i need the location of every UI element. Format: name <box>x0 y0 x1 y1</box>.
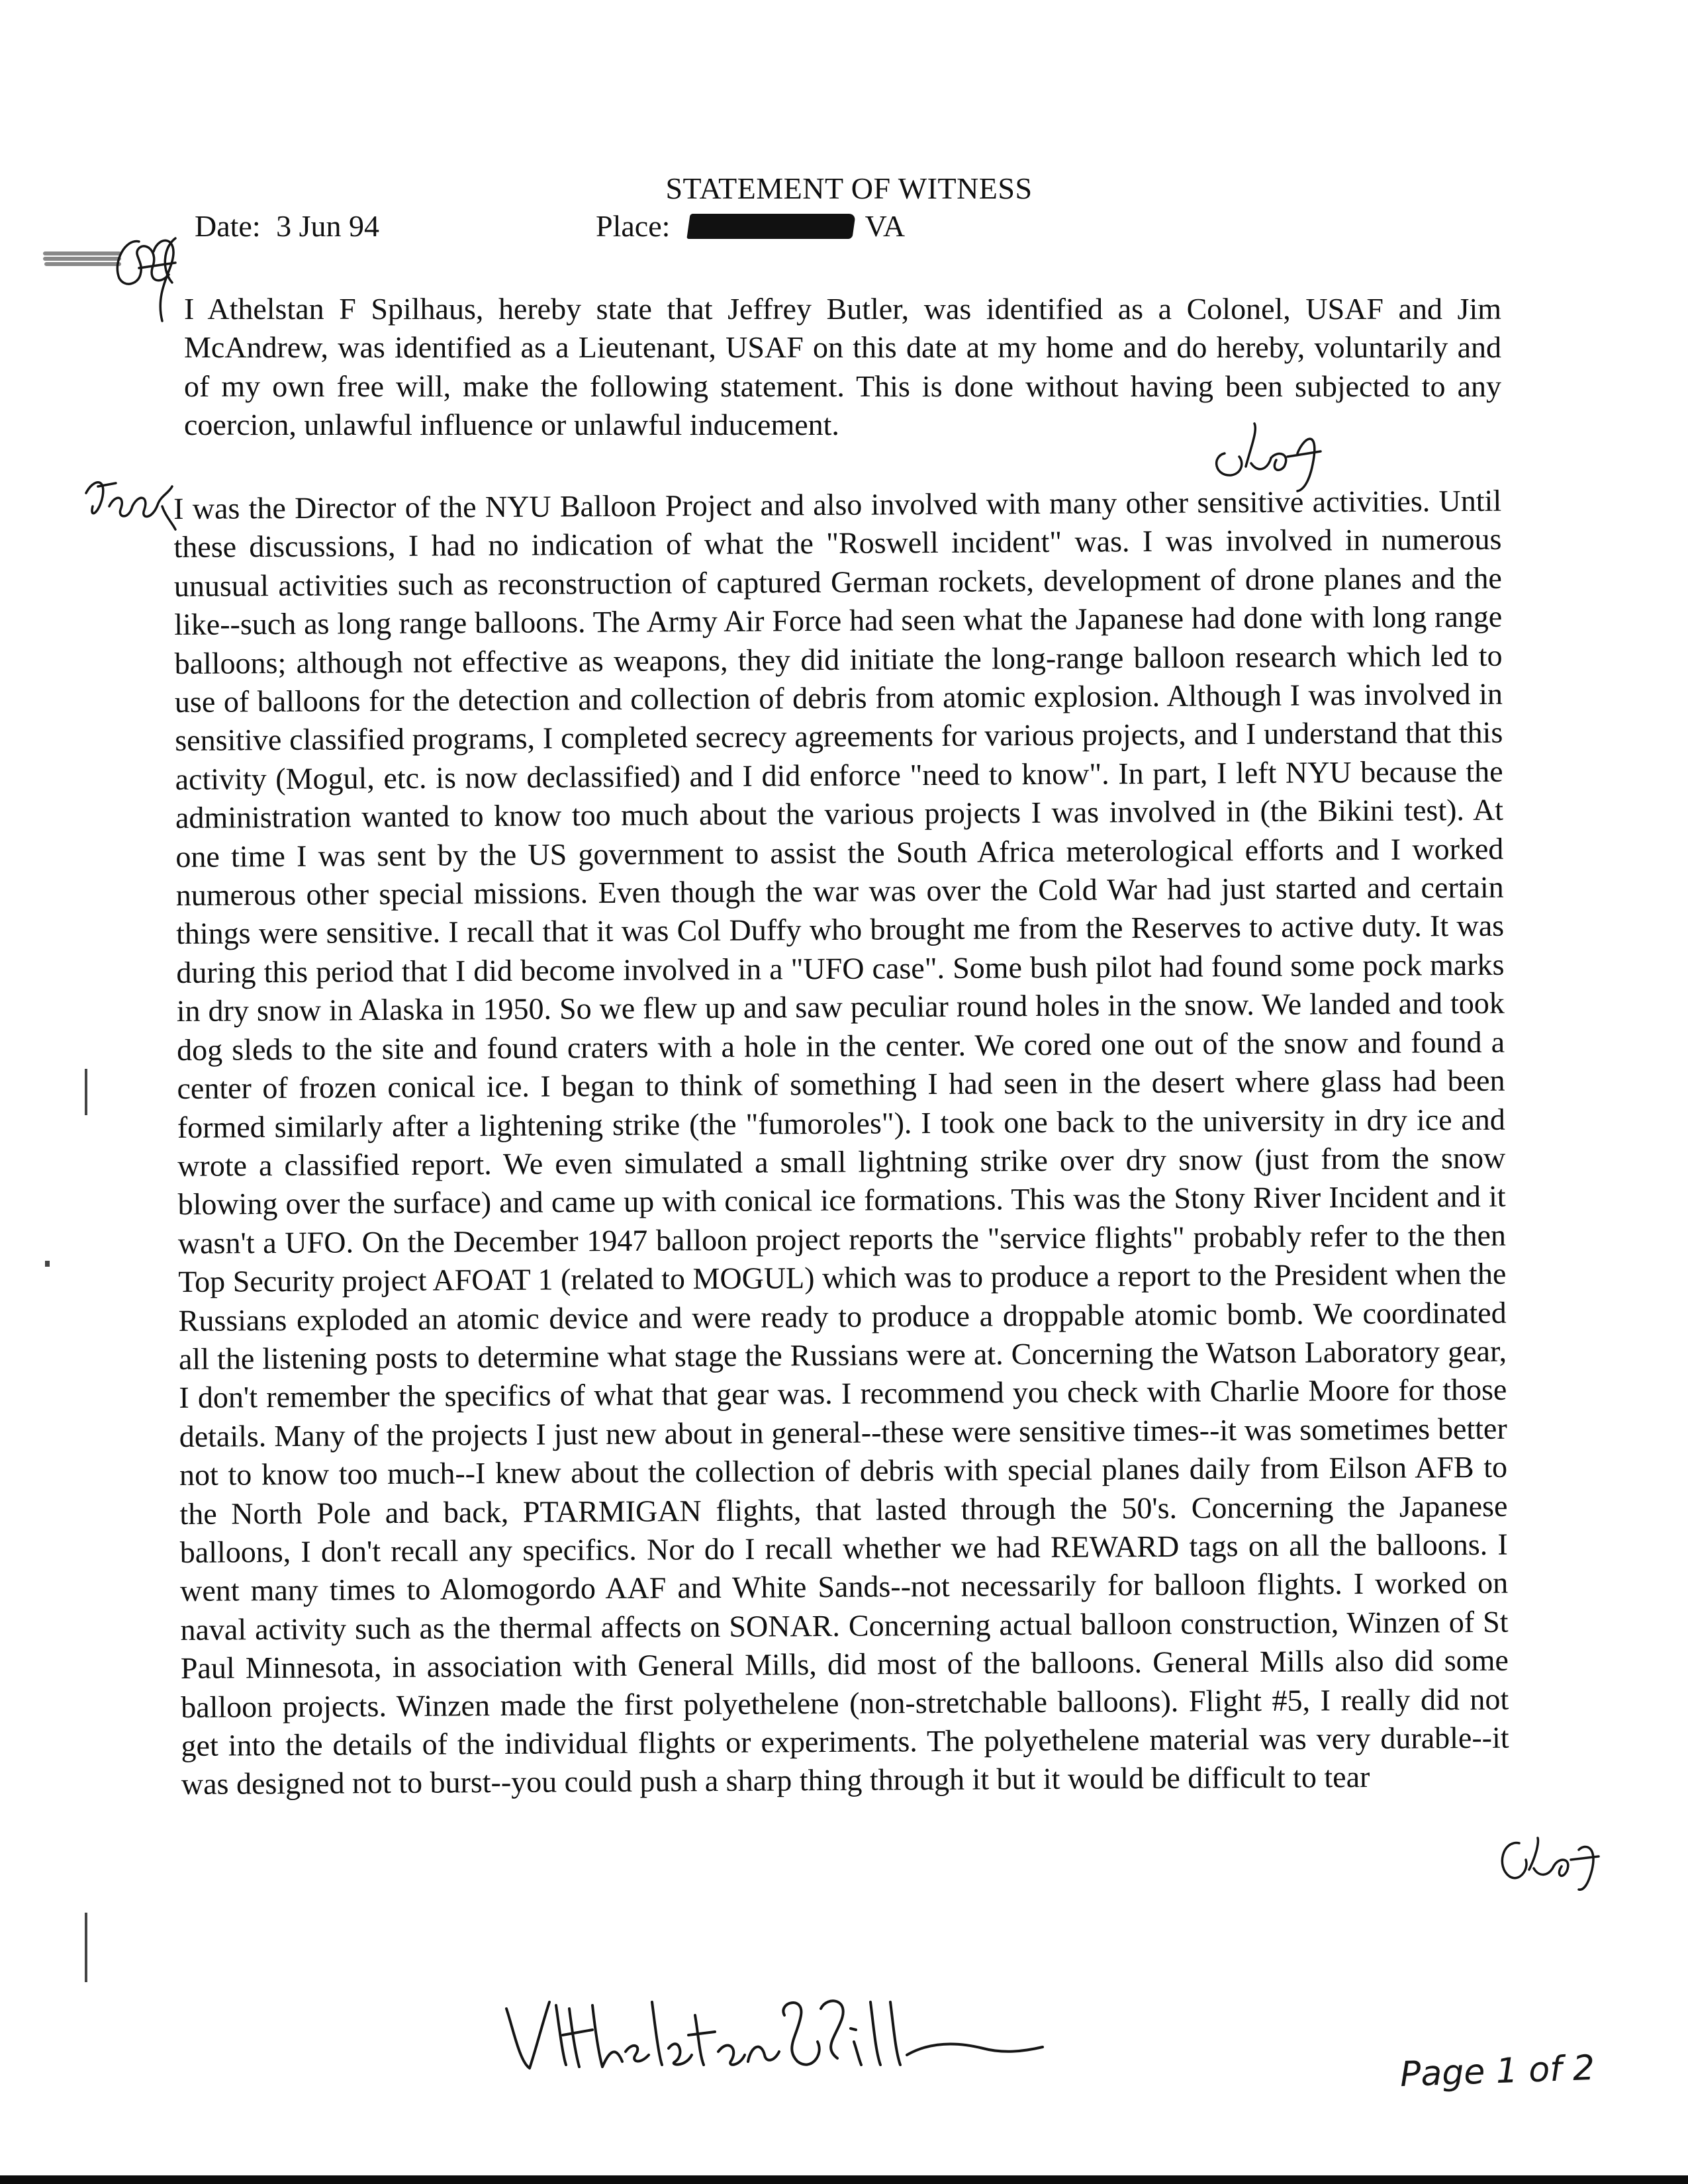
paragraph-statement-intro: I Athelstan F Spilhaus, hereby state that Jeffrey Butler, was identified as a Colonel, USAF and Jim McAndrew, was identified as a Lieutenant, USAF on this date at my home and do hereby, voluntarily and of my own free will, make the following statement. This is done without having been subjected to any coercion, unlawful influence or unlawful inducement. <box>184 292 1501 442</box>
date-line <box>195 208 379 244</box>
place-line <box>596 208 905 244</box>
handwritten-signature <box>493 1989 1076 2088</box>
document-title: STATEMENT OF WITNESS <box>665 171 1033 205</box>
place-state: VA <box>865 209 906 243</box>
place-label: Place: <box>596 209 671 243</box>
margin-dot-mark <box>45 1261 50 1267</box>
page-number: Page 1 of 2 <box>1399 2048 1596 2095</box>
margin-line-mark <box>85 1069 87 1115</box>
redaction-block <box>686 214 855 239</box>
date-value: 3 Jun 94 <box>276 209 380 243</box>
date-label: Date: <box>195 209 261 243</box>
handwritten-initials-right <box>1493 1830 1602 1893</box>
scan-bottom-edge <box>0 2175 1688 2184</box>
margin-line-mark-lower <box>85 1913 87 1982</box>
handwritten-initials-top-left <box>40 222 199 334</box>
paragraph-statement-body: I was the Director of the NYU Balloon Project and also involved with many other sensitive activities. Until these discussions, I had no indication of what the "Roswell incident" was. I was involved in numerous unusual activities such as reconstruction of captured German rockets, development of drone planes and the like--such as long range balloons. The Army Air Force had seen what the Japanese had done with long range balloons; although not effective as weapons, they did initiate the long-range balloon research which led to use of balloons for the detection and collection of debris from atomic explosion. Although I was involved in sensitive classified programs, I completed secrecy agreements for various projects, and I understand that this activity (Mogul, etc. is now declassified) and I did enforce "need to know". In part, I left NYU because the administration wanted to know too much about the various projects I was involved in (the Bikini test). At one time I was sent by the US government to assist the South Africa meterological efforts and I worked numerous other special missions. Even though the war was over the Cold War had just started and certain things were sensitive. I recall that it was Col Duffy who brought me from the Reserves to active duty. It was during this period that I did become involved in a "UFO case". Some bush pilot had found some pock marks in dry snow in Alaska in 1950. So we flew up and saw peculiar round holes in the snow. We landed and took dog sleds to the site and found craters with a hole in the center. We cored one out of the snow and found a center of frozen conical ice. I began to think of something I had seen in the desert where glass had been formed similarly after a lightening strike (the "fumoroles"). I took one back to the university in dry ice and wrote a classified report. We even simulated a small lightning strike over dry snow (just from the snow blowing over the surface) and came up with conical ice formations. This was the Stony River Incident and it wasn't a UFO. On the December 1947 balloon project reports the "service flights" probably refer to the then Top Security project AFOAT 1 (related to MOGUL) which was to produce a report to the President when the Russians exploded an atomic device and were ready to produce a droppable atomic bomb. We coordinated all the listening posts to determine what stage the Russians were at. Concerning the Watson Laboratory gear, I don't remember the specifics of what that gear was. I recommend you check with Charlie Moore for those details. Many of the projects I just new about in general--these were sensitive times--it was sometimes better not to know too much--I knew about the collection of debris with special planes daily from Eilson AFB to the North Pole and back, PTARMIGAN flights, that lasted through the 50's. Concerning the Japanese balloons, I don't recall any specifics. Nor do I recall whether we had REWARD tags on all the balloons. I went many times to Alomogordo AAF and White Sands--not necessarily for balloon flights. I worked on naval activity such as the thermal affects on SONAR. Concerning actual balloon construction, Winzen of St Paul Minnesota, in association with General Mills, did most of the balloons. General Mills also did some balloon projects. Winzen made the first polyethelene (non-stretchable balloons). Flight #5, I really did not get into the details of the individual flights or experiments. The polyethelene material was very durable--it was designed not to burst--you could push a sharp thing through it but it would be difficult to tear <box>173 483 1509 1801</box>
handwritten-initials-left <box>79 467 179 539</box>
